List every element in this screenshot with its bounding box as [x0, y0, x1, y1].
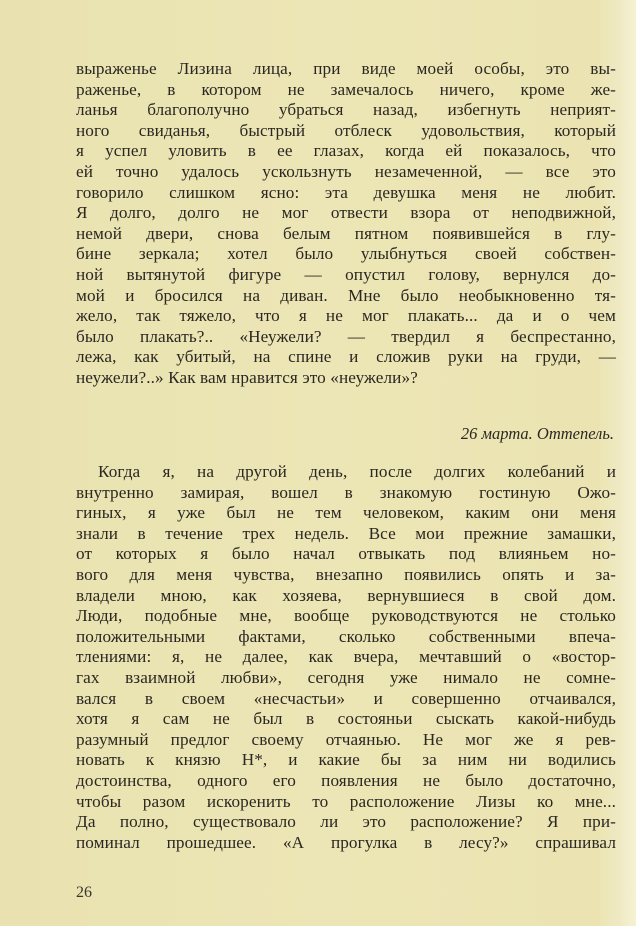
text-line: вался в своем «несчастьи» и совершенно отчаивался,	[76, 688, 616, 708]
text-line: достоинства, одного его появления не было достаточно,	[76, 770, 616, 790]
page-edge	[620, 0, 636, 926]
text-line: новать к князю Н*, и какие бы за ним ни водились	[76, 750, 616, 770]
text-line: положительными фактами, сколько собственными впеча-	[76, 626, 616, 646]
paragraph-1	[76, 59, 616, 389]
text-line: я успел уловить в ее глазах, когда ей показалось, что	[76, 141, 616, 161]
paragraph-2	[76, 462, 616, 853]
text-line: хотя я сам не был в состояньи сыскать какой-нибудь	[76, 709, 616, 729]
text-line: бине зеркала; хотел было улыбнуться своей собствен-	[76, 244, 616, 264]
text-line: гах взаимной любви», сегодня уже нимало не сомне-	[76, 667, 616, 687]
text-line: от которых я было начал отвыкать под влияньем но-	[76, 544, 616, 564]
text-line: немой двери, снова белым пятном появившейся в глу-	[76, 223, 616, 243]
text-line: гиных, я уже был не тем человеком, каким они меня	[76, 503, 616, 523]
text-line: ной вытянутой фигуре — опустил голову, вернулся до-	[76, 264, 616, 284]
text-line: тлениями: я, не далее, как вчера, мечтавший о «востор-	[76, 647, 616, 667]
text-line: внутренно замирая, вошел в знакомую гостиную Ожо-	[76, 482, 616, 502]
text-line: Я долго, долго не мог отвести взора от неподвижной,	[76, 203, 616, 223]
page-number: 26	[76, 884, 92, 901]
text-line: жело, так тяжело, что я не мог плакать... да и о чем	[76, 306, 616, 326]
text-line: ного свиданья, быстрый отблеск удовольствия, который	[76, 120, 616, 140]
text-line: лежа, как убитый, на спине и сложив руки на груди, —	[76, 347, 616, 367]
diary-dateline: 26 марта. Оттепель.	[460, 424, 614, 443]
text-line: Когда я, на другой день, после долгих колебаний и	[98, 462, 616, 481]
text-line: неужели?..» Как вам нравится это «неужели»?	[76, 367, 418, 387]
text-line: было плакать?.. «Неужели? — твердил я беспрестанно,	[76, 326, 616, 346]
text-line: разумный предлог своему отчаянью. Не мог же я рев-	[76, 729, 616, 749]
text-line: выраженье Лизина лица, при виде моей особы, это вы-	[76, 59, 616, 78]
text-line: поминал прошедшее. «А прогулка в лесу?» спрашивал	[76, 832, 616, 852]
text-line: знали в течение трех недель. Все мои прежние замашки,	[76, 523, 616, 543]
text-line: мой и бросился на диван. Мне было необыкновенно тя-	[76, 285, 616, 305]
text-line: Да полно, существовало ли это расположение? Я при-	[76, 812, 616, 832]
text-line: ей точно удалось ускользнуть незамеченной, — все это	[76, 161, 616, 181]
text-line: владели мною, как хозяева, вернувшиеся в свой дом.	[76, 585, 616, 605]
text-line: ланья благополучно убраться назад, избегнуть неприят-	[76, 100, 616, 120]
text-line: раженье, в котором не замечалось ничего, кроме же-	[76, 79, 616, 99]
text-line: вого для меня чувства, внезапно появились опять и за-	[76, 564, 616, 584]
text-line: Люди, подобные мне, вообще руководствуются не столько	[76, 606, 616, 626]
text-line: чтобы разом искоренить то расположение Лизы ко мне...	[76, 791, 616, 811]
text-line: говорило слишком ясно: эта девушка меня не любит.	[76, 182, 616, 202]
